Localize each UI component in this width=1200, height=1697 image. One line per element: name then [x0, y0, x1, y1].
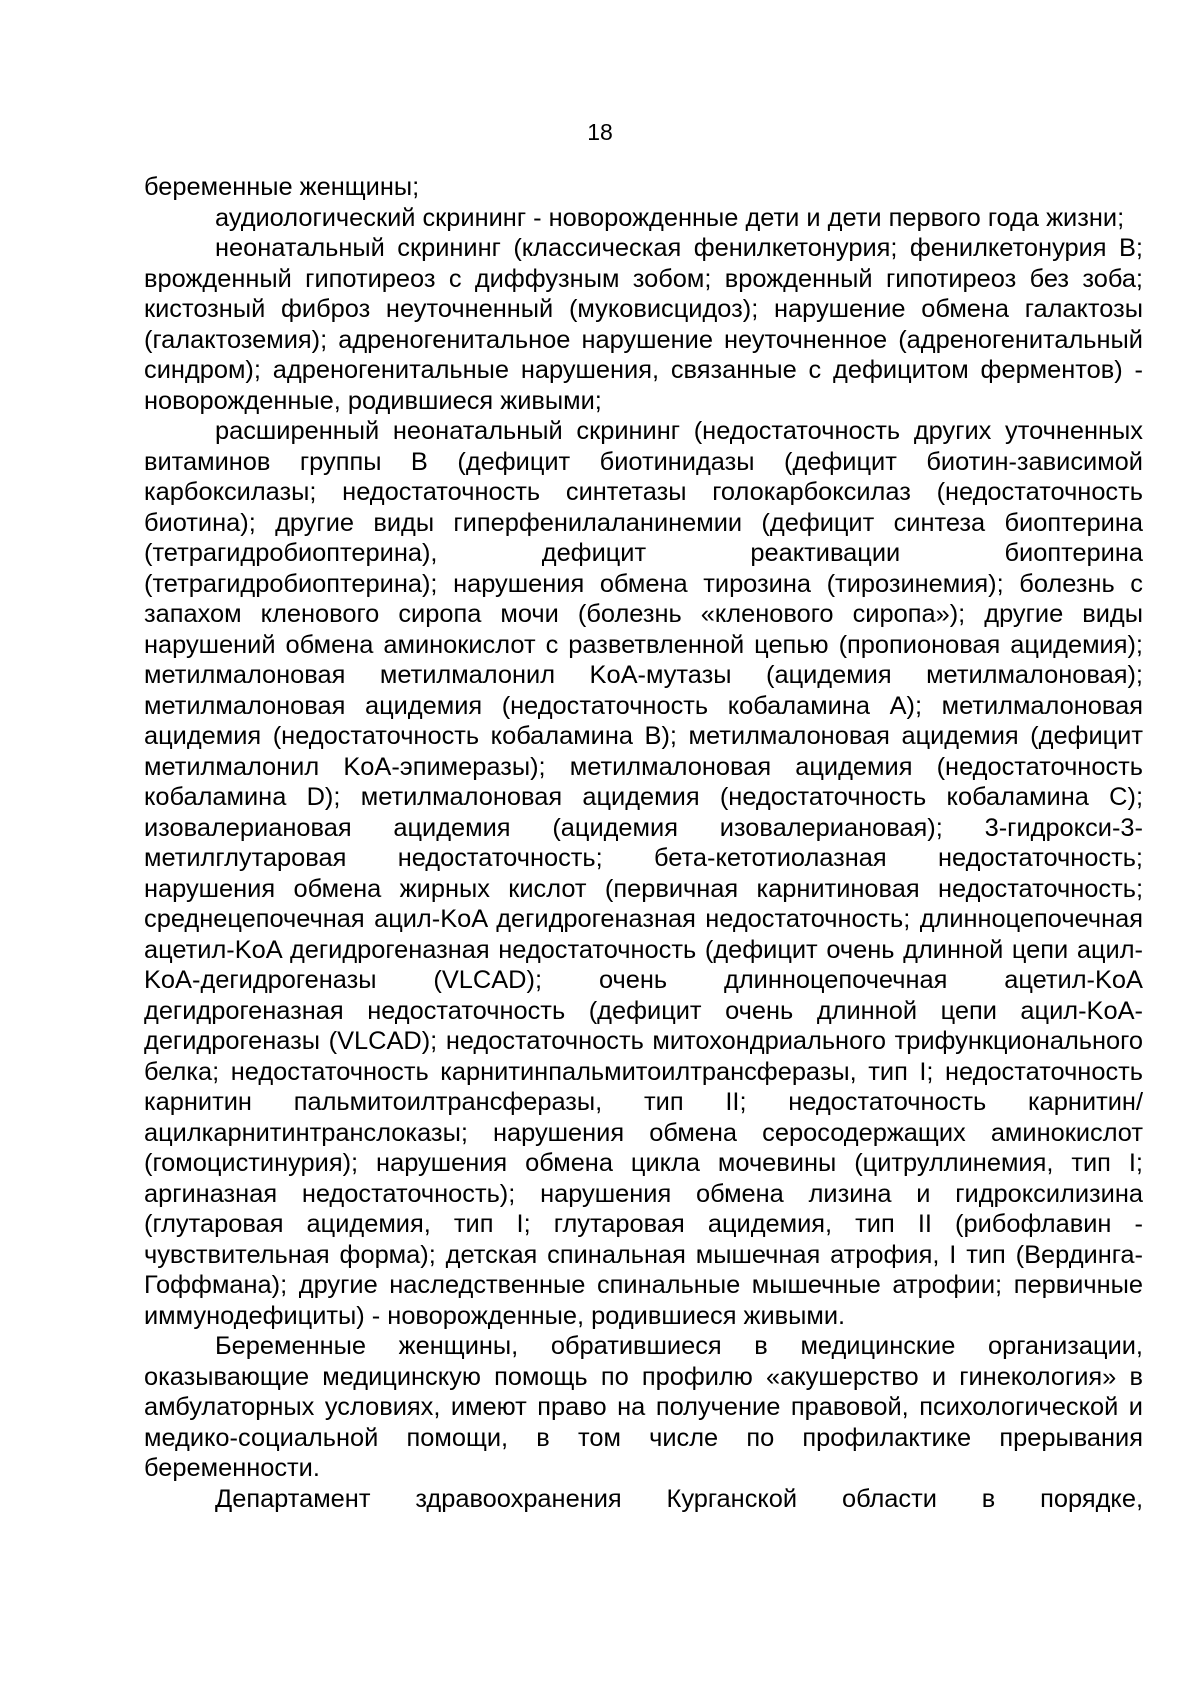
paragraph-health-department: Департамент здравоохранения Курганской области в порядке,	[215, 1484, 1143, 1513]
paragraph-audiological-screening: аудиологический скрининг - новорожденные дети и дети первого года жизни;	[215, 203, 1125, 232]
page-number: 18	[587, 119, 613, 145]
paragraph-pregnant-women-rights: Беременные женщины, обратившиеся в медицинские организации, оказывающие медицинскую помощь по профилю «акушерство и гинекология» в амбулаторных условиях, имеют право на получение правовой, психологической и медико-социальной помощи, в том числе по профилактике прерывания беременности.	[144, 1332, 1143, 1482]
document-body	[144, 172, 1143, 1514]
paragraph-pregnant-women: беременные женщины;	[144, 173, 420, 201]
paragraph-neonatal-screening: неонатальный скрининг (классическая фенилкетонурия; фенилкетонурия B; врожденный гипотиреоз с диффузным зобом; врожденный гипотиреоз без зоба; кистозный фиброз неуточненный (муковисцидоз); нарушение обмена галактозы (галактоземия); адреногенитальное нарушение неуточненное (адреногенитальный синдром); адреногенитальные нарушения, связанные с дефицитом ферментов) - новорожденные, родившиеся живыми;	[144, 234, 1143, 415]
paragraph-extended-neonatal-screening: расширенный неонатальный скрининг (недостаточность других уточненных витаминов группы B (дефицит биотинидазы (дефицит биотин-зависимой карбоксилазы; недостаточность синтетазы голокарбоксилаз (недостаточность биотина); другие виды гиперфенилаланинемии (дефицит синтеза биоптерина (тетрагидробиоптерина), дефицит реактивации биоптерина (тетрагидробиоптерина); нарушения обмена тирозина (тирозинемия); болезнь с запахом кленового сиропа мочи (болезнь «кленового сиропа»); другие виды нарушений обмена аминокислот с разветвленной цепью (пропионовая ацидемия); метилмалоновая метилмалонил KoA-мутазы (ацидемия метилмалоновая); метилмалоновая ацидемия (недостаточность кобаламина A); метилмалоновая ацидемия (недостаточность кобаламина B); метилмалоновая ацидемия (дефицит метилмалонил KoA-эпимеразы); метилмалоновая ацидемия (недостаточность кобаламина D); метилмалоновая ацидемия (недостаточность кобаламина C); изовалериановая ацидемия (ацидемия изовалериановая); 3-гидрокси-3-метилглутаровая недостаточность; бета-кетотиолазная недостаточность; нарушения обмена жирных кислот (первичная карнитиновая недостаточность; среднецепочечная ацил-KoA дегидрогеназная недостаточность; длинноцепочечная ацетил-KoA дегидрогеназная недостаточность (дефицит очень длинной цепи ацил-KoA-дегидрогеназы (VLCAD); очень длинноцепочечная ацетил-KoA дегидрогеназная недостаточность (дефицит очень длинной цепи ацил-KoA-дегидрогеназы (VLCAD); недостаточность митохондриального трифункционального белка; недостаточность карнитинпальмитоилтрансферазы, тип I; недостаточность карнитин пальмитоилтрансферазы, тип II; недостаточность карнитин/ацилкарнитинтранслоказы; нарушения обмена серосодержащих аминокислот (гомоцистинурия); нарушения обмена цикла мочевины (цитруллинемия, тип I; аргиназная недостаточность); нарушения обмена лизина и гидроксилизина (глутаровая ацидемия, тип I; глутаровая ацидемия, тип II (рибофлавин - чувствительная форма); детская спинальная мышечная атрофия, I тип (Вердинга-Гоффмана); другие наследственные спинальные мышечные атрофии; первичные иммунодефициты) - новорожденные, родившиеся живыми.	[144, 417, 1143, 1330]
